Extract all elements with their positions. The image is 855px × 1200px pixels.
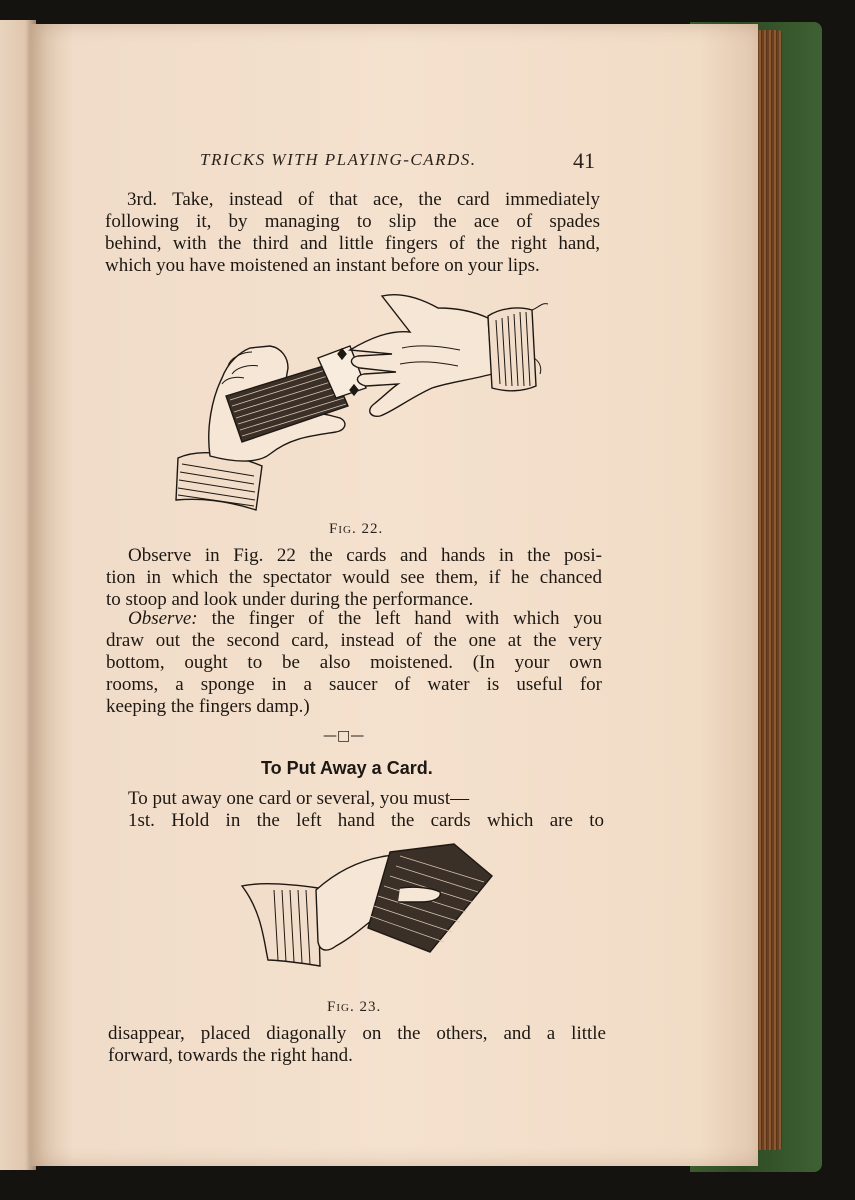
- section-body: [106, 788, 604, 832]
- text-line: tion in which the spectator would see them, if he chanced: [106, 567, 602, 588]
- text-line: to stoop and look under during the performance.: [106, 589, 474, 610]
- paragraph-4: [108, 1023, 606, 1067]
- text-line: behind, with the third and little fingers of the right hand,: [105, 233, 600, 254]
- text-line: draw out the second card, instead of the one at the very: [106, 630, 602, 651]
- text-line: keeping the fingers damp.): [106, 696, 310, 717]
- text-fragment: the finger of the left hand with which you: [197, 608, 602, 629]
- running-head: TRICKS WITH PLAYING-CARDS.: [200, 150, 477, 169]
- fig-label: Fig.: [329, 521, 357, 537]
- text-line: forward, towards the right hand.: [108, 1045, 353, 1066]
- text-line: rooms, a sponge in a saucer of water is useful for: [106, 674, 602, 695]
- page-number: 41: [573, 148, 595, 173]
- section-divider: —□—: [323, 728, 365, 744]
- text-line: disappear, placed diagonally on the others, and a little: [108, 1023, 606, 1044]
- figure-23-illustration: [240, 842, 500, 972]
- fig-label: Fig.: [327, 999, 355, 1015]
- figure-22-illustration: [170, 288, 550, 516]
- fig-number: 23.: [359, 999, 382, 1015]
- text-line: 3rd. Take, instead of that ace, the card immediately: [127, 189, 600, 210]
- text-line: following it, by managing to slip the ace of spades: [105, 211, 600, 232]
- text-line: Observe in Fig. 22 the cards and hands in the posi-: [128, 545, 602, 566]
- text-line: bottom, ought to be also moistened. (In your own: [106, 652, 602, 673]
- text-line: which you have moistened an instant before on your lips.: [105, 255, 540, 276]
- paragraph-1: [105, 189, 600, 277]
- figure-22-caption: [329, 521, 383, 538]
- fig-number: 22.: [361, 521, 384, 537]
- section-heading: To Put Away a Card.: [261, 758, 433, 778]
- paragraph-3: [106, 608, 602, 718]
- text-line: [106, 608, 602, 630]
- figure-23-caption: [327, 999, 381, 1016]
- observe-lead: Observe:: [128, 608, 198, 629]
- text-line: To put away one card or several, you must—: [128, 788, 470, 809]
- paragraph-2: [106, 545, 602, 611]
- text-line: 1st. Hold in the left hand the cards which are to: [128, 810, 604, 831]
